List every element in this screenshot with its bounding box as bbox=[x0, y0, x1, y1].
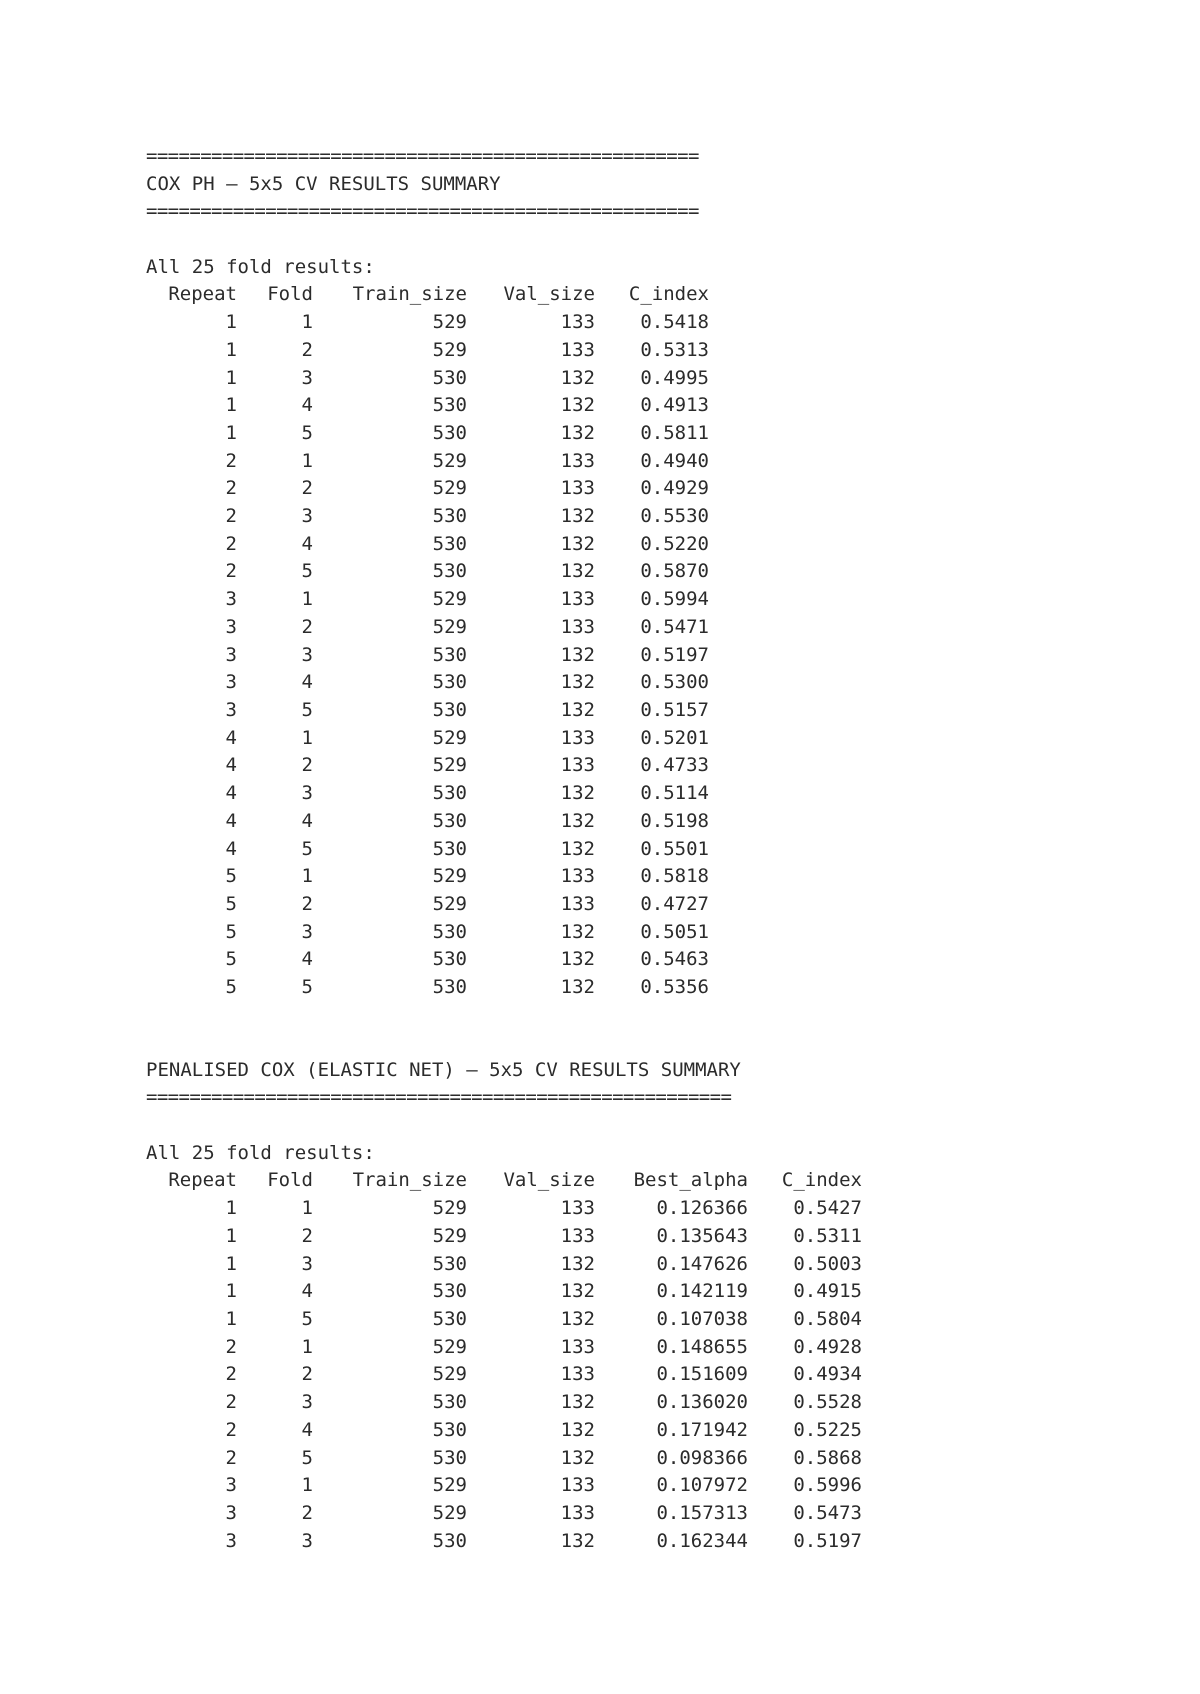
train-size-cell: 529 bbox=[432, 865, 467, 888]
repeat-cell: 2 bbox=[225, 1418, 237, 1441]
table-row bbox=[146, 586, 709, 614]
val-size-cell: 132 bbox=[560, 1446, 595, 1469]
val-size-cell: 132 bbox=[560, 837, 595, 860]
c-index-cell: 0.5501 bbox=[640, 837, 709, 860]
repeat-cell: 5 bbox=[225, 976, 237, 999]
fold-cell: 1 bbox=[301, 449, 313, 472]
val-size-cell: 132 bbox=[560, 1418, 595, 1441]
c-index-cell: 0.5198 bbox=[640, 809, 709, 832]
table-row bbox=[146, 420, 709, 448]
fold-cell: 1 bbox=[301, 1197, 313, 1220]
repeat-cell: 2 bbox=[225, 1335, 237, 1358]
fold-cell: 4 bbox=[301, 671, 313, 694]
c-index-cell: 0.5114 bbox=[640, 782, 709, 805]
val-size-cell: 133 bbox=[560, 754, 595, 777]
header-val-size: Val_size bbox=[503, 283, 595, 306]
repeat-cell: 2 bbox=[225, 1446, 237, 1469]
train-size-cell: 530 bbox=[432, 1529, 467, 1552]
train-size-cell: 529 bbox=[432, 1335, 467, 1358]
train-size-cell: 529 bbox=[432, 1197, 467, 1220]
table-row bbox=[146, 725, 709, 753]
repeat-cell: 1 bbox=[225, 366, 237, 389]
val-size-cell: 133 bbox=[560, 1335, 595, 1358]
val-size-cell: 133 bbox=[560, 1224, 595, 1247]
table-row bbox=[146, 1361, 862, 1389]
train-size-cell: 529 bbox=[432, 754, 467, 777]
c-index-cell: 0.5201 bbox=[640, 726, 709, 749]
best-alpha-cell: 0.135643 bbox=[656, 1224, 748, 1247]
penalised-cox-results-table bbox=[146, 1167, 862, 1555]
c-index-cell: 0.5003 bbox=[793, 1252, 862, 1275]
c-index-cell: 0.5528 bbox=[793, 1391, 862, 1414]
best-alpha-cell: 0.157313 bbox=[656, 1501, 748, 1524]
table-header-row bbox=[146, 281, 709, 309]
train-size-cell: 530 bbox=[432, 1418, 467, 1441]
fold-cell: 3 bbox=[301, 643, 313, 666]
c-index-cell: 0.5225 bbox=[793, 1418, 862, 1441]
table-row bbox=[146, 558, 709, 586]
c-index-cell: 0.4913 bbox=[640, 394, 709, 417]
table-row bbox=[146, 392, 709, 420]
c-index-cell: 0.5051 bbox=[640, 920, 709, 943]
repeat-cell: 5 bbox=[225, 948, 237, 971]
fold-cell: 4 bbox=[301, 809, 313, 832]
repeat-cell: 2 bbox=[225, 1391, 237, 1414]
repeat-cell: 1 bbox=[225, 338, 237, 361]
val-size-cell: 133 bbox=[560, 726, 595, 749]
train-size-cell: 530 bbox=[432, 394, 467, 417]
fold-cell: 2 bbox=[301, 615, 313, 638]
train-size-cell: 529 bbox=[432, 615, 467, 638]
train-size-cell: 529 bbox=[432, 449, 467, 472]
val-size-cell: 132 bbox=[560, 1529, 595, 1552]
c-index-cell: 0.4727 bbox=[640, 892, 709, 915]
fold-cell: 3 bbox=[301, 505, 313, 528]
val-size-cell: 132 bbox=[560, 920, 595, 943]
best-alpha-cell: 0.107972 bbox=[656, 1474, 748, 1497]
repeat-cell: 2 bbox=[225, 1363, 237, 1386]
c-index-cell: 0.5418 bbox=[640, 311, 709, 334]
results-caption-2: All 25 fold results: bbox=[146, 1141, 375, 1164]
header-train-size: Train_size bbox=[352, 1169, 467, 1192]
train-size-cell: 530 bbox=[432, 920, 467, 943]
divider-top: =================================================== bbox=[146, 145, 699, 167]
table-row bbox=[146, 1251, 862, 1279]
val-size-cell: 133 bbox=[560, 892, 595, 915]
repeat-cell: 1 bbox=[225, 421, 237, 444]
train-size-cell: 529 bbox=[432, 1474, 467, 1497]
fold-cell: 3 bbox=[301, 366, 313, 389]
table-row bbox=[146, 697, 709, 725]
train-size-cell: 530 bbox=[432, 1391, 467, 1414]
c-index-cell: 0.5530 bbox=[640, 505, 709, 528]
fold-cell: 5 bbox=[301, 837, 313, 860]
c-index-cell: 0.4915 bbox=[793, 1280, 862, 1303]
c-index-cell: 0.4733 bbox=[640, 754, 709, 777]
repeat-cell: 3 bbox=[225, 671, 237, 694]
val-size-cell: 132 bbox=[560, 809, 595, 832]
table-row bbox=[146, 642, 709, 670]
val-size-cell: 132 bbox=[560, 1252, 595, 1275]
val-size-cell: 132 bbox=[560, 976, 595, 999]
repeat-cell: 1 bbox=[225, 1252, 237, 1275]
section-title-cox-ph: COX PH — 5x5 CV RESULTS SUMMARY bbox=[146, 172, 501, 195]
c-index-cell: 0.5157 bbox=[640, 698, 709, 721]
c-index-cell: 0.5804 bbox=[793, 1307, 862, 1330]
header-fold: Fold bbox=[267, 1169, 313, 1192]
table-row bbox=[146, 1195, 862, 1223]
best-alpha-cell: 0.126366 bbox=[656, 1197, 748, 1220]
train-size-cell: 530 bbox=[432, 532, 467, 555]
train-size-cell: 529 bbox=[432, 1501, 467, 1524]
table-row bbox=[146, 946, 709, 974]
repeat-cell: 5 bbox=[225, 865, 237, 888]
fold-cell: 4 bbox=[301, 1418, 313, 1441]
repeat-cell: 3 bbox=[225, 1501, 237, 1524]
header-repeat: Repeat bbox=[168, 283, 237, 306]
repeat-cell: 1 bbox=[225, 1197, 237, 1220]
val-size-cell: 133 bbox=[560, 477, 595, 500]
fold-cell: 2 bbox=[301, 1501, 313, 1524]
table-row bbox=[146, 891, 709, 919]
val-size-cell: 132 bbox=[560, 394, 595, 417]
c-index-cell: 0.5471 bbox=[640, 615, 709, 638]
fold-cell: 4 bbox=[301, 532, 313, 555]
best-alpha-cell: 0.098366 bbox=[656, 1446, 748, 1469]
fold-cell: 5 bbox=[301, 1307, 313, 1330]
train-size-cell: 529 bbox=[432, 892, 467, 915]
c-index-cell: 0.5868 bbox=[793, 1446, 862, 1469]
fold-cell: 1 bbox=[301, 726, 313, 749]
train-size-cell: 530 bbox=[432, 698, 467, 721]
fold-cell: 5 bbox=[301, 976, 313, 999]
fold-cell: 5 bbox=[301, 421, 313, 444]
val-size-cell: 132 bbox=[560, 366, 595, 389]
val-size-cell: 132 bbox=[560, 421, 595, 444]
table-row bbox=[146, 1278, 862, 1306]
table-row bbox=[146, 1334, 862, 1362]
val-size-cell: 132 bbox=[560, 643, 595, 666]
repeat-cell: 2 bbox=[225, 505, 237, 528]
table-row bbox=[146, 836, 709, 864]
header-c-index: C_index bbox=[628, 283, 709, 306]
train-size-cell: 530 bbox=[432, 948, 467, 971]
table-row bbox=[146, 808, 709, 836]
c-index-cell: 0.5811 bbox=[640, 421, 709, 444]
val-size-cell: 133 bbox=[560, 1474, 595, 1497]
repeat-cell: 1 bbox=[225, 394, 237, 417]
c-index-cell: 0.5197 bbox=[793, 1529, 862, 1552]
fold-cell: 2 bbox=[301, 754, 313, 777]
header-repeat: Repeat bbox=[168, 1169, 237, 1192]
fold-cell: 3 bbox=[301, 1391, 313, 1414]
best-alpha-cell: 0.162344 bbox=[656, 1529, 748, 1552]
fold-cell: 1 bbox=[301, 1474, 313, 1497]
train-size-cell: 530 bbox=[432, 421, 467, 444]
c-index-cell: 0.5313 bbox=[640, 338, 709, 361]
repeat-cell: 4 bbox=[225, 726, 237, 749]
fold-cell: 3 bbox=[301, 920, 313, 943]
repeat-cell: 2 bbox=[225, 477, 237, 500]
table-row bbox=[146, 309, 709, 337]
fold-cell: 5 bbox=[301, 1446, 313, 1469]
val-size-cell: 133 bbox=[560, 311, 595, 334]
c-index-cell: 0.5996 bbox=[793, 1474, 862, 1497]
val-size-cell: 132 bbox=[560, 782, 595, 805]
table-row bbox=[146, 337, 709, 365]
c-index-cell: 0.4929 bbox=[640, 477, 709, 500]
header-best-alpha: Best_alpha bbox=[633, 1169, 748, 1192]
header-fold: Fold bbox=[267, 283, 313, 306]
fold-cell: 1 bbox=[301, 865, 313, 888]
results-caption: All 25 fold results: bbox=[146, 255, 375, 278]
best-alpha-cell: 0.171942 bbox=[656, 1418, 748, 1441]
train-size-cell: 530 bbox=[432, 560, 467, 583]
train-size-cell: 530 bbox=[432, 809, 467, 832]
c-index-cell: 0.5818 bbox=[640, 865, 709, 888]
fold-cell: 3 bbox=[301, 782, 313, 805]
repeat-cell: 4 bbox=[225, 754, 237, 777]
table-row bbox=[146, 614, 709, 642]
repeat-cell: 1 bbox=[225, 1280, 237, 1303]
c-index-cell: 0.5473 bbox=[793, 1501, 862, 1524]
val-size-cell: 133 bbox=[560, 865, 595, 888]
repeat-cell: 4 bbox=[225, 782, 237, 805]
val-size-cell: 132 bbox=[560, 948, 595, 971]
c-index-cell: 0.5300 bbox=[640, 671, 709, 694]
val-size-cell: 133 bbox=[560, 1363, 595, 1386]
c-index-cell: 0.5427 bbox=[793, 1197, 862, 1220]
results-document bbox=[146, 143, 862, 1555]
train-size-cell: 530 bbox=[432, 643, 467, 666]
table-row bbox=[146, 669, 709, 697]
train-size-cell: 529 bbox=[432, 588, 467, 611]
table-row bbox=[146, 863, 709, 891]
section-title-penalised-cox: PENALISED COX (ELASTIC NET) — 5x5 CV RESULTS SUMMARY bbox=[146, 1058, 741, 1081]
val-size-cell: 133 bbox=[560, 1501, 595, 1524]
table-row bbox=[146, 448, 709, 476]
repeat-cell: 3 bbox=[225, 1529, 237, 1552]
repeat-cell: 2 bbox=[225, 560, 237, 583]
fold-cell: 3 bbox=[301, 1252, 313, 1275]
val-size-cell: 132 bbox=[560, 560, 595, 583]
repeat-cell: 4 bbox=[225, 837, 237, 860]
repeat-cell: 1 bbox=[225, 1307, 237, 1330]
repeat-cell: 3 bbox=[225, 1474, 237, 1497]
c-index-cell: 0.4934 bbox=[793, 1363, 862, 1386]
val-size-cell: 133 bbox=[560, 615, 595, 638]
header-c-index: C_index bbox=[781, 1169, 862, 1192]
table-header-row bbox=[146, 1167, 862, 1195]
table-row bbox=[146, 503, 709, 531]
train-size-cell: 529 bbox=[432, 1224, 467, 1247]
val-size-cell: 133 bbox=[560, 588, 595, 611]
val-size-cell: 132 bbox=[560, 1280, 595, 1303]
val-size-cell: 132 bbox=[560, 671, 595, 694]
best-alpha-cell: 0.107038 bbox=[656, 1307, 748, 1330]
table-row bbox=[146, 1472, 862, 1500]
c-index-cell: 0.5463 bbox=[640, 948, 709, 971]
repeat-cell: 2 bbox=[225, 449, 237, 472]
fold-cell: 3 bbox=[301, 1529, 313, 1552]
table-row bbox=[146, 1445, 862, 1473]
val-size-cell: 132 bbox=[560, 532, 595, 555]
train-size-cell: 530 bbox=[432, 976, 467, 999]
train-size-cell: 529 bbox=[432, 338, 467, 361]
fold-cell: 4 bbox=[301, 1280, 313, 1303]
fold-cell: 2 bbox=[301, 1224, 313, 1247]
best-alpha-cell: 0.136020 bbox=[656, 1391, 748, 1414]
val-size-cell: 133 bbox=[560, 1197, 595, 1220]
fold-cell: 2 bbox=[301, 892, 313, 915]
table-row bbox=[146, 919, 709, 947]
fold-cell: 4 bbox=[301, 394, 313, 417]
fold-cell: 1 bbox=[301, 1335, 313, 1358]
fold-cell: 4 bbox=[301, 948, 313, 971]
train-size-cell: 529 bbox=[432, 311, 467, 334]
c-index-cell: 0.5356 bbox=[640, 976, 709, 999]
divider-bottom-2: ====================================================== bbox=[146, 1086, 732, 1109]
train-size-cell: 530 bbox=[432, 782, 467, 805]
best-alpha-cell: 0.148655 bbox=[656, 1335, 748, 1358]
cox-ph-results-table bbox=[146, 281, 709, 1001]
c-index-cell: 0.4995 bbox=[640, 366, 709, 389]
train-size-cell: 529 bbox=[432, 726, 467, 749]
fold-cell: 2 bbox=[301, 477, 313, 500]
repeat-cell: 5 bbox=[225, 892, 237, 915]
train-size-cell: 530 bbox=[432, 1280, 467, 1303]
repeat-cell: 3 bbox=[225, 588, 237, 611]
table-row bbox=[146, 780, 709, 808]
c-index-cell: 0.4940 bbox=[640, 449, 709, 472]
fold-cell: 5 bbox=[301, 560, 313, 583]
val-size-cell: 133 bbox=[560, 449, 595, 472]
repeat-cell: 4 bbox=[225, 809, 237, 832]
fold-cell: 2 bbox=[301, 1363, 313, 1386]
repeat-cell: 1 bbox=[225, 1224, 237, 1247]
fold-cell: 1 bbox=[301, 311, 313, 334]
header-train-size: Train_size bbox=[352, 283, 467, 306]
val-size-cell: 132 bbox=[560, 1391, 595, 1414]
table-row bbox=[146, 1417, 862, 1445]
repeat-cell: 3 bbox=[225, 698, 237, 721]
train-size-cell: 530 bbox=[432, 837, 467, 860]
fold-cell: 2 bbox=[301, 338, 313, 361]
val-size-cell: 132 bbox=[560, 698, 595, 721]
repeat-cell: 5 bbox=[225, 920, 237, 943]
val-size-cell: 132 bbox=[560, 505, 595, 528]
table-row bbox=[146, 1500, 862, 1528]
fold-cell: 5 bbox=[301, 698, 313, 721]
table-row bbox=[146, 475, 709, 503]
table-row bbox=[146, 752, 709, 780]
train-size-cell: 530 bbox=[432, 505, 467, 528]
best-alpha-cell: 0.147626 bbox=[656, 1252, 748, 1275]
val-size-cell: 133 bbox=[560, 338, 595, 361]
c-index-cell: 0.5220 bbox=[640, 532, 709, 555]
train-size-cell: 529 bbox=[432, 1363, 467, 1386]
train-size-cell: 530 bbox=[432, 1252, 467, 1275]
c-index-cell: 0.5994 bbox=[640, 588, 709, 611]
header-val-size: Val_size bbox=[503, 1169, 595, 1192]
train-size-cell: 530 bbox=[432, 1446, 467, 1469]
train-size-cell: 530 bbox=[432, 366, 467, 389]
table-row bbox=[146, 365, 709, 393]
best-alpha-cell: 0.151609 bbox=[656, 1363, 748, 1386]
table-row bbox=[146, 531, 709, 559]
c-index-cell: 0.5870 bbox=[640, 560, 709, 583]
c-index-cell: 0.5197 bbox=[640, 643, 709, 666]
table-row bbox=[146, 1528, 862, 1556]
train-size-cell: 530 bbox=[432, 1307, 467, 1330]
divider-bottom: =================================================== bbox=[146, 200, 699, 223]
best-alpha-cell: 0.142119 bbox=[656, 1280, 748, 1303]
train-size-cell: 529 bbox=[432, 477, 467, 500]
c-index-cell: 0.4928 bbox=[793, 1335, 862, 1358]
val-size-cell: 132 bbox=[560, 1307, 595, 1330]
table-row bbox=[146, 1306, 862, 1334]
c-index-cell: 0.5311 bbox=[793, 1224, 862, 1247]
train-size-cell: 530 bbox=[432, 671, 467, 694]
repeat-cell: 3 bbox=[225, 615, 237, 638]
table-row bbox=[146, 1389, 862, 1417]
fold-cell: 1 bbox=[301, 588, 313, 611]
table-row bbox=[146, 974, 709, 1002]
repeat-cell: 1 bbox=[225, 311, 237, 334]
repeat-cell: 3 bbox=[225, 643, 237, 666]
table-row bbox=[146, 1223, 862, 1251]
repeat-cell: 2 bbox=[225, 532, 237, 555]
